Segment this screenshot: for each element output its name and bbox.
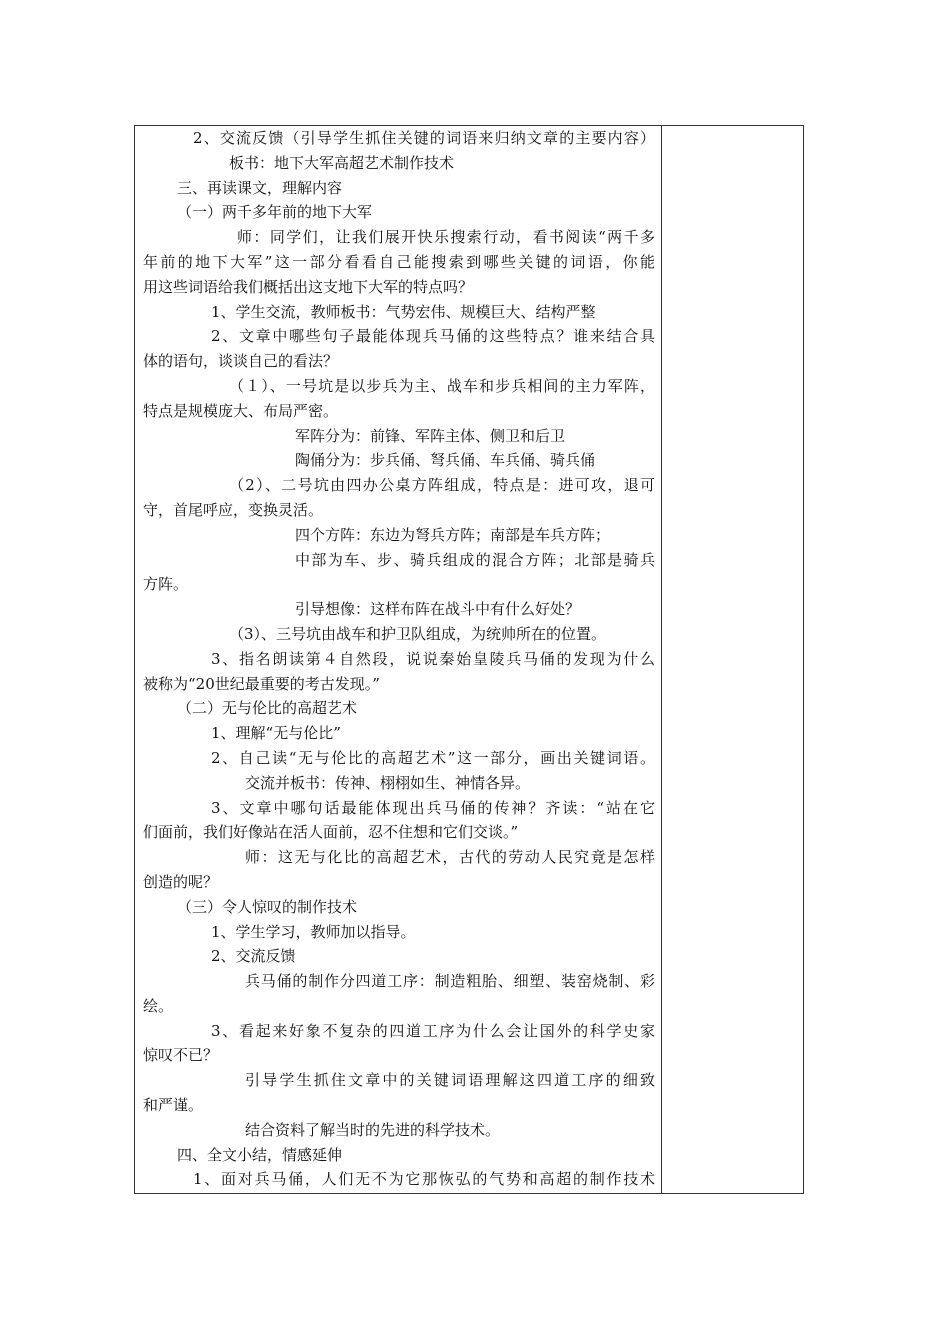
text-line: 被称为“20世纪最重要的考古发现。”: [143, 674, 380, 693]
text-line: 体的语句，谈谈自己的看法？: [143, 352, 339, 371]
text-line: 用这些词语给我们概括出这支地下大军的特点吗？: [143, 277, 474, 296]
text-line: 绘。: [143, 996, 174, 1015]
text-line: 四、全文小结，情感延伸: [177, 1145, 343, 1164]
text-line: 2、文章中哪些句子最能体现兵马俑的这些特点？谁来结合具: [211, 327, 655, 346]
text-line: 中部为车、步、骑兵组成的混合方阵；北部是骑兵: [295, 550, 655, 569]
text-line: 军阵分为：前锋、军阵主体、侧卫和后卫: [295, 426, 566, 445]
text-line: 惊叹不已？: [143, 1046, 219, 1065]
text-line: 3、指名朗读第４自然段，说说秦始皇陵兵马俑的发现为什么: [211, 649, 655, 668]
text-line: 3、文章中哪句话最能体现出兵马俑的传神？齐读：“站在它: [211, 798, 655, 817]
text-line: （3）、三号坑由战车和护卫队组成，为统帅所在的位置。: [229, 624, 607, 643]
text-line: 引导想像：这样布阵在战斗中有什么好处？: [295, 600, 581, 619]
lesson-table: [134, 125, 804, 1194]
text-line: （三）令人惊叹的制作技术: [177, 897, 358, 916]
text-line: 1、理解“无与伦比”: [211, 724, 341, 743]
text-line: 方阵。: [143, 575, 189, 594]
text-line: 师：同学们，让我们展开快乐搜索行动，看书阅读“两千多: [237, 228, 655, 247]
text-line: 守，首尾呼应，变换灵活。: [143, 500, 324, 519]
notes-cell: [662, 126, 803, 1193]
text-line: 1、学生交流，教师板书：气势宏伟、规模巨大、结构严整: [211, 302, 596, 321]
text-line: 2、交流反馈: [211, 947, 296, 966]
text-line: 交流并板书：传神、栩栩如生、神情各异。: [245, 773, 531, 792]
text-line: 引导学生抓住文章中的关键词语理解这四道工序的细致: [245, 1071, 655, 1090]
lesson-content-cell: [143, 126, 655, 1193]
text-line: 陶俑分为：步兵俑、弩兵俑、车兵俑、骑兵俑: [295, 451, 596, 470]
text-line: 创造的呢？: [143, 872, 219, 891]
text-line: 1、学生学习，教师加以指导。: [211, 922, 416, 941]
text-line: 四个方阵：东边为弩兵方阵；南部是车兵方阵；: [295, 525, 611, 544]
text-line: 师：这无与化比的高超艺术，古代的劳动人民究竟是怎样: [245, 848, 655, 867]
text-line: （二）无与伦比的高超艺术: [177, 699, 358, 718]
text-line: （一）两千多年前的地下大军: [177, 203, 373, 222]
text-line: 年前的地下大军”这一部分看看自己能搜索到哪些关键的词语，你能: [143, 252, 655, 271]
text-line: 2、交流反馈（引导学生抓住关键的词语来归纳文章的主要内容）: [193, 129, 655, 147]
text-line: 们面前，我们好像站在活人面前，忍不住想和它们交谈。”: [143, 823, 519, 842]
text-line: 1、面对兵马俑，人们无不为它那恢弘的气势和高超的制作技术: [193, 1170, 655, 1189]
text-line: 和严谨。: [143, 1096, 204, 1115]
text-line: （１）、一号坑是以步兵为主、战车和步兵相间的主力军阵，: [229, 376, 655, 395]
text-line: 三、再读课文，理解内容: [177, 178, 343, 197]
text-line: 2、自己读“无与伦比的高超艺术”这一部分，画出关键词语。: [211, 748, 655, 767]
text-line: 3、看起来好象不复杂的四道工序为什么会让国外的科学史家: [211, 1021, 655, 1040]
text-line: 结合资料了解当时的先进的科学技术。: [245, 1120, 501, 1139]
text-line: （2）、二号坑由四办公桌方阵组成，特点是：进可攻，退可: [229, 476, 655, 495]
text-line: 特点是规模庞大、布局严密。: [143, 401, 339, 420]
text-line: 板书：地下大军高超艺术制作技术: [229, 153, 455, 172]
text-line: 兵马俑的制作分四道工序：制造粗胎、细塑、装窑烧制、彩: [245, 972, 655, 991]
